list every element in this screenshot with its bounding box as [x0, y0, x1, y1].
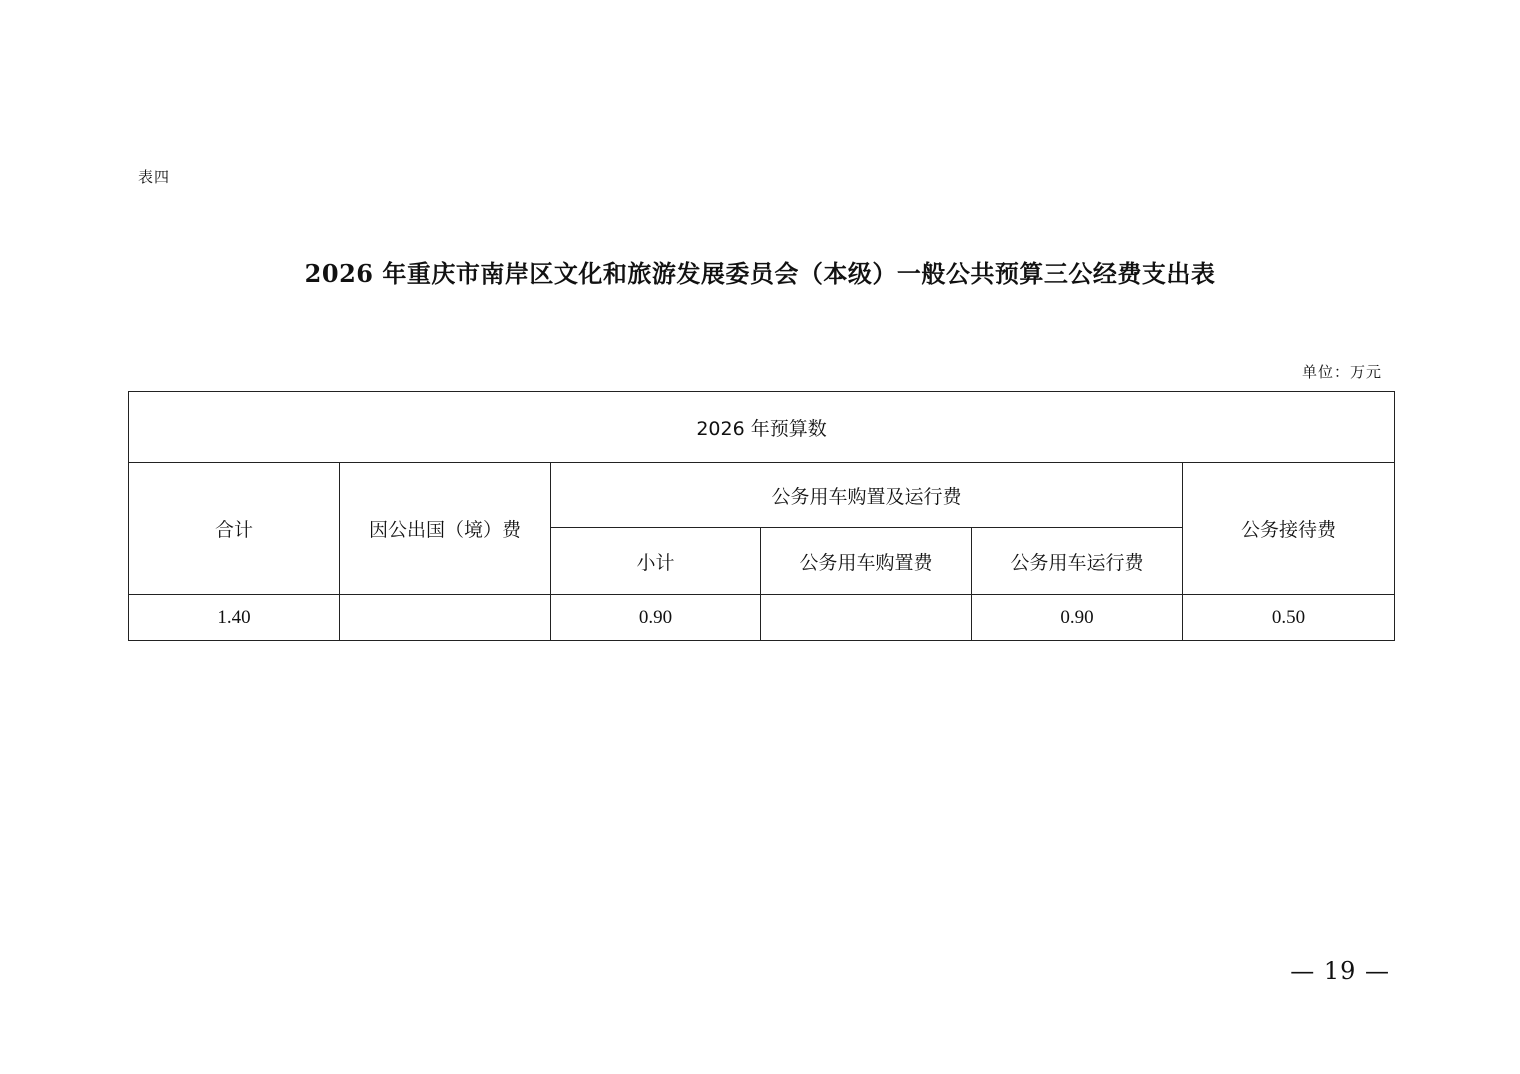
cell-vehicle-operation: 0.90	[972, 595, 1183, 641]
header-overseas: 因公出国（境）费	[340, 463, 551, 595]
header-vehicle-purchase: 公务用车购置费	[761, 528, 972, 595]
table-row	[129, 595, 1395, 641]
header-reception: 公务接待费	[1183, 463, 1395, 595]
cell-overseas	[340, 595, 551, 641]
cell-vehicle-subtotal: 0.90	[551, 595, 761, 641]
table-header-row-top	[129, 392, 1395, 463]
header-total: 合计	[129, 463, 340, 595]
table-header-row-1	[129, 463, 1395, 528]
cell-reception: 0.50	[1183, 595, 1395, 641]
header-vehicle-group: 公务用车购置及运行费	[551, 463, 1183, 528]
header-vehicle-subtotal: 小计	[551, 528, 761, 595]
document-title: 2026 年重庆市南岸区文化和旅游发展委员会（本级）一般公共预算三公经费支出表	[304, 259, 1216, 288]
cell-vehicle-purchase	[761, 595, 972, 641]
budget-table	[128, 391, 1395, 641]
cell-total: 1.40	[129, 595, 340, 641]
header-budget-year: 2026 年预算数	[129, 392, 1395, 463]
page-number: — 19 —	[1290, 957, 1390, 985]
unit-label: 单位：万元	[1301, 363, 1382, 381]
table-label: 表四	[138, 168, 171, 186]
header-vehicle-operation: 公务用车运行费	[972, 528, 1183, 595]
